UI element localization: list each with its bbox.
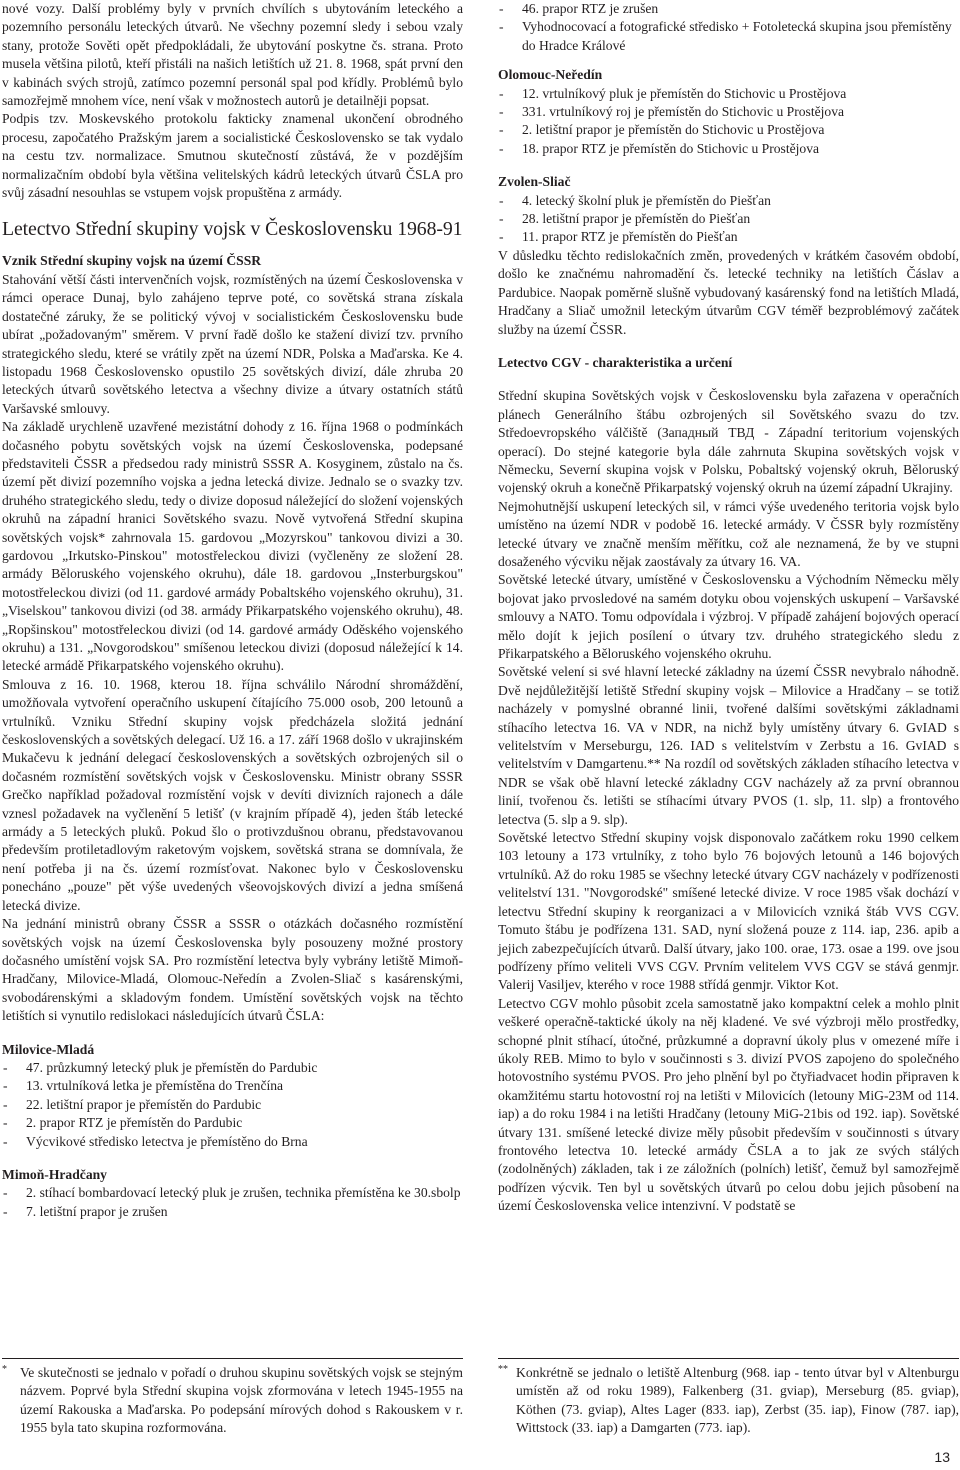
- paragraph: Sovětské letectvo Střední skupiny vojsk disponovalo začátkem roku 1990 celkem 103 letouny a 173 vrtulníky, z toho bylo 76 bojových letounů a 146 bojových vrtulníků. Až do roku 1985 se všechny letecké útvary CGV nacházely v podřízenosti velitelství 131. "Novgorodské" smíšené letecké divize. V roce 1985 však dochází v letectvu Střední skupiny k reorganizaci a v Milovicích vzniká štáb VVS CGV. Tomuto štábu je podřízena 131. SAD, nyní složená pouze z 114. iap, 236. apib a jejich zabezpečujících útvarů. Další útvary, jako 100. orae, 173. osae a 199. ove jsou podřízeny přímo veliteli VVS CGV. Prvním velitelem VVS CGV se stává genmjr. Valerij Vasiljev, kterého v roce 1988 střídá genmjr. Viktor Kot.: [498, 830, 959, 993]
- paragraph: Střední skupina Sovětských vojsk v Československu byla zařazena v operačních plánech Generálního štábu ozbrojených sil Sovětského svazu do tzv. Středoevropského válčiště (Западный ТВД - Západní teritorium vojenských operací). Do stejné kategorie byla dále zahrnuta Skupina sovětských vojsk v Německu, Severní skupina vojsk v Polsku, Pobaltský vojenský okruh, Běloruský vojenský okruh a konečně Přikarpatský vojenský okruh na území západní Ukrajiny.: [498, 388, 959, 496]
- paragraph: Nejmohutnější uskupení leteckých sil, v rámci výše uvedeného teritoria vojsk bylo umístěno na území NDR v podobě 16. letecké armády. V ČSSR byly rozmístěny letecké útvary ve značně menším měřítku, což ale neznamená, že by ve stupni dosaženého výcviku nějak zaostávaly za útvary 16. VA.: [498, 498, 959, 569]
- list-item: - Výcvikové středisko letectva je přemístěno do Brna: [2, 1133, 463, 1151]
- section-heading: Zvolen-Sliač: [498, 174, 571, 190]
- section-heading: Mimoň-Hradčany: [2, 1166, 107, 1182]
- footnote: [498, 1364, 959, 1438]
- list-item: - 28. letištní prapor je přemístěn do Piešťan: [498, 210, 959, 228]
- list-item: - 46. prapor RTZ je zrušen: [498, 0, 959, 18]
- relocation-list: [2, 1184, 463, 1221]
- footnote-text: Ve skutečnosti se jednalo v pořadí o druhou skupinu sovětských vojsk se stejným názvem. Poprvé byla Střední skupina vojsk zformována v letech 1945-1955 na území Rakouska a Maďarska. Po podepsání mírových dohod s Rakouskem v r. 1955 byla tato skupina rozformována.: [20, 1365, 463, 1436]
- list-item: - 2. stíhací bombardovací letecký pluk je zrušen, technika přemístěna ke 30.sbolp: [2, 1184, 463, 1202]
- footnote-divider: [2, 1358, 463, 1359]
- paragraph: Sovětské letecké útvary, umístěné v Československu a Východním Německu měly bojovat jako prvosledové na samém dotyku obou vojenských uskupení – Varšavské smlouvy a NATO. Tomu odpovídala i výzbroj. V případě zahájení bojových operací mělo dojít k jejich posílení o útvary tzv. druhého strategického sledu z Přikarpatského a Běloruského vojenského okruhu.: [498, 572, 959, 661]
- footnote-mark: *: [2, 1364, 7, 1375]
- paragraph: Letectvo CGV mohlo působit zcela samostatně jako kompaktní celek a mohlo plnit veškeré operačně-taktické úkoly na něj kladené. Ve své výzbroji mělo prostředky, schopné plnit stíhací, útočné, průzkumné a dopravní úkoly plus v omezené míře i úkoly REB. Mimo to bylo v součinnosti s 3. divizí PVOS zapojeno do společného hotovostního systému PVOS. Pro jeho plnění byl po čtyřiadvacet hodin připraven k okamžitému startu hotovostní roj na letišti v Milovicích (letouny MiG-23M od 114. iap) a do roku 1984 i na letišti Hradčany (letouny MiG-21bis od 192. iap). Sovětské útvary 131. smíšené letecké divize měly působit především v součinnosti s útvary frontového letectva 10. letecké armády ČSLA a to jak ze svých stálých (zodolněných) základen, tak i ze záložních (polních) letišť, čemuž byl samozřejmě podřízen výcvik. Ten byl u sovětských útvarů po celou dobu jejich působení na území Československa velice intenzivní. V podstatě se: [498, 995, 959, 1214]
- section-heading: Olomouc-Neředín: [498, 67, 603, 83]
- article-title: Letectvo Střední skupiny vojsk v Československu 1968-91: [2, 218, 463, 241]
- list-item: - 4. letecký školní pluk je přemístěn do Piešťan: [498, 192, 959, 210]
- footnote-mark: **: [498, 1364, 508, 1375]
- paragraph: nové vozy. Další problémy byly v prvních chvílích s ubytováním leteckého a pozemního personálu leteckých útvarů. Ne všechny pozemní sledy i sebou vzaly stany, protože Sověti opět předpokládali, že ubytování poskytne čs. strana. Proto musela většina pilotů, kteří přistáli na našich letištích už 21. 8. 1968, spát první den v kabinách svých strojů, zatímco pozemní personál spal pod křídly. Problémů bylo samozřejmě mnohem více, není však v možnostech autorů je detailněji popsat.: [2, 1, 463, 109]
- paragraph: Smlouva z 16. 10. 1968, kterou 18. října schválilo Národní shromáždění, umožňovala vytvoření operačního uskupení čítajícího 75.000 osob, 200 letounů a vrtulníků. Vzniku Střední skupiny vojsk předcházela složitá jednání československých a sovětských delegací. Už 16. a 17. září 1968 došlo v ukrajinském Mukačevu k jednání delegací československých a sovětských ozbrojených sil o dočasném rozmístění sovětských vojsk v Československu. Ministr obrany SSSR Grečko například požadoval rozmístění vojsk v devíti divizních rajonech a dále vznesl požadavek na vyčlenění 5 letišť (v krajním případě 4), jeden štáb letecké armády a 5 leteckých pluků. Pokud šlo o protivzdušnou obranu, představovanou především protiletadlovým raketovým vojskem, sovětská strana se domnívala, že není potřeba ji na čs. území rozmísťovat. Nakonec bylo v Československu ponecháno „pouze" pět výše uvedených všeovojskových divizí a jedna smíšená letecká divize.: [2, 676, 463, 913]
- list-item: - 12. vrtulníkový pluk je přemístěn do Stichovic u Prostějova: [498, 85, 959, 103]
- list-item: - 331. vrtulníkový roj je přemístěn do Stichovic u Prostějova: [498, 103, 959, 121]
- section-heading: Vznik Střední skupiny vojsk na území ČSSR: [2, 253, 262, 269]
- section-heading: Letectvo CGV - charakteristika a určení: [498, 354, 733, 370]
- left-column: [2, 0, 463, 1221]
- footnote-text: Konkrétně se jednalo o letiště Altenburg (968. iap - tento útvar byl v Altenburgu umístěn až od roku 1989), Falkenberg (31. gviap), Merseburg (85. gviap), Köthen (73. gviap), Altes Lager (833. iap), Zerbst (35. iap), Finow (787. iap), Wittstock (33. iap) a Damgarten (773. iap).: [516, 1365, 959, 1436]
- section-heading: Milovice-Mladá: [2, 1041, 95, 1057]
- paragraph: Na základě urychleně uzavřené mezistátní dohody z 16. října 1968 o podmínkách dočasného pobytu sovětských vojsk na území Československa, podepsané představiteli ČSSR a předsedou rady ministrů SSSR A. Kosyginem, zůstalo na čs. území pět divizí pozemního vojska a jedna letecká divize. Jednalo se o svazky tzv. druhého strategického sledu, tedy o divize doposud náležející do složení vojenských okruhů na západní hranici Sovětského svazu. Nově vytvořená Střední skupina sovětských vojsk* zahrnovala 15. gardovou „Mozyrskou" tankovou divizi a 30. gardovou „Irkutsko-Pinskou" motostřeleckou divizi (vyčleněny ze složení 28. armády Běloruského vojenského okruhu), dále 18. gardovou „Insterburgskou" motostřeleckou divizi (od 11. gardové armády Pobaltského vojenského okruhu), 31. „Viselskou" tankovou divizi (od 38. armády Přikarpatského vojenského okruhu), 48. „Ropšinskou" motostřeleckou divizi (od 14. gardové armády Oděského vojenského okruhu) a 131. „Novgorodskou" smíšenou leteckou divizi (doposud náležející k 14. letecké armádě Přikarpatského vojenského okruhu).: [2, 419, 463, 674]
- list-item: - 11. prapor RTZ je přemístěn do Piešťan: [498, 228, 959, 246]
- paragraph: Sovětské velení si své hlavní letecké základny na území ČSSR nevybralo náhodně. Dvě nejdůležitější letiště Střední skupiny vojsk – Milovice a Hradčany – se totiž nacházely v pomyslné obranné linii, tvořené dalšími sovětskými základnami stíhacího letectva 16. VA v NDR, na nichž byly umístěny útvary 6. GvIAD s velitelstvím v Merseburgu, 126. IAD s velitelstvím v Zerbstu a 16. GvIAD s velitelstvím v Damgartenu.** Na rozdíl od sovětských základen stíhacího letectva v NDR se však obě hlavní letecké základny CGV nacházely až za první obrannou linií, tvořenou čs. letišti se stíhacími útvary PVOS (1. slp, 11. slp) a frontového letectva (5. slp a 9. slp).: [498, 664, 959, 827]
- paragraph: Na jednání ministrů obrany ČSSR a SSSR o otázkách dočasného rozmístění sovětských vojsk na území Československa byly posouzeny možné prostory dočasného umístění vojsk SA. Pro rozmístění letectva byly vybrány letiště Mimoň-Hradčany, Milovice-Mladá, Olomouc-Neředín a Zvolen-Sliač s kasárenskými, svobodárenskými a skladovým fondem. Umístění sovětských vojsk na těchto letištích si vynutilo redislokaci následujících útvarů ČSLA:: [2, 916, 463, 1024]
- relocation-list: [498, 0, 959, 55]
- list-item: - 2. prapor RTZ je přemístěn do Pardubic: [2, 1114, 463, 1132]
- list-item: - 47. průzkumný letecký pluk je přemístěn do Pardubic: [2, 1059, 463, 1077]
- relocation-list: [2, 1059, 463, 1151]
- list-item: - 2. letištní prapor je přemístěn do Stichovic u Prostějova: [498, 121, 959, 139]
- footnote-divider: [498, 1358, 959, 1359]
- list-item: - 22. letištní prapor je přemístěn do Pardubic: [2, 1096, 463, 1114]
- footnote: [2, 1364, 463, 1438]
- list-item: - 18. prapor RTZ je přemístěn do Stichovic u Prostějova: [498, 140, 959, 158]
- list-item: - 7. letištní prapor je zrušen: [2, 1203, 463, 1221]
- relocation-list: [498, 85, 959, 159]
- relocation-list: [498, 192, 959, 247]
- paragraph: V důsledku těchto redislokačních změn, provedených v krátkém časovém období, došlo ke značnému nahromadění čs. letecké techniky na letištích Čáslav a Pardubice. Naopak poměrně slušně vybudovaný kasárenský fond na letištích Mladá, Hradčany a Sliač umožnil leteckým útvarům CGV téměř bezproblémový začátek služby na území ČSSR.: [498, 247, 959, 337]
- list-item: - Vyhodnocovací a fotografické středisko + Fotoletecká skupina jsou přemístěny do Hradce Králové: [498, 18, 959, 55]
- right-column: [498, 0, 959, 1216]
- list-item: - 13. vrtulníková letka je přemístěna do Trenčína: [2, 1077, 463, 1095]
- paragraph: Stahování větší části intervenčních vojsk, rozmístěných na území Československa v rámci operace Dunaj, bylo zahájeno teprve poté, co sovětská strana získala dostatečné záruky, že se politický vývoj v socialistickém Československu bude ubírat „požadovaným" směrem. V první řadě došlo ke stažení divizí tzv. prvního strategického sledu, které se vrátily zpět na území NDR, Polska a Maďarska. Ke 4. listopadu 1968 Československo opustilo 25 sovětských divizí, dále zhruba 20 leteckých útvarů sovětského letectva a všechny divize a útvary ostatních států Varšavské smlouvy.: [2, 271, 463, 416]
- page-number: 13: [934, 1449, 950, 1465]
- paragraph: Podpis tzv. Moskevského protokolu fakticky znamenal ukončení obrodného procesu, započatého Pražským jarem a socialistické Československo se tak vydalo na cestu tzv. normalizace. Smutnou skutečností zůstává, že v pozdějším normalizačním období byla většina velitelských kádrů leteckých útvarů ČSLA pro svůj zásadní nesouhlas se vstupem vojsk propuštěna z armády.: [2, 111, 463, 201]
